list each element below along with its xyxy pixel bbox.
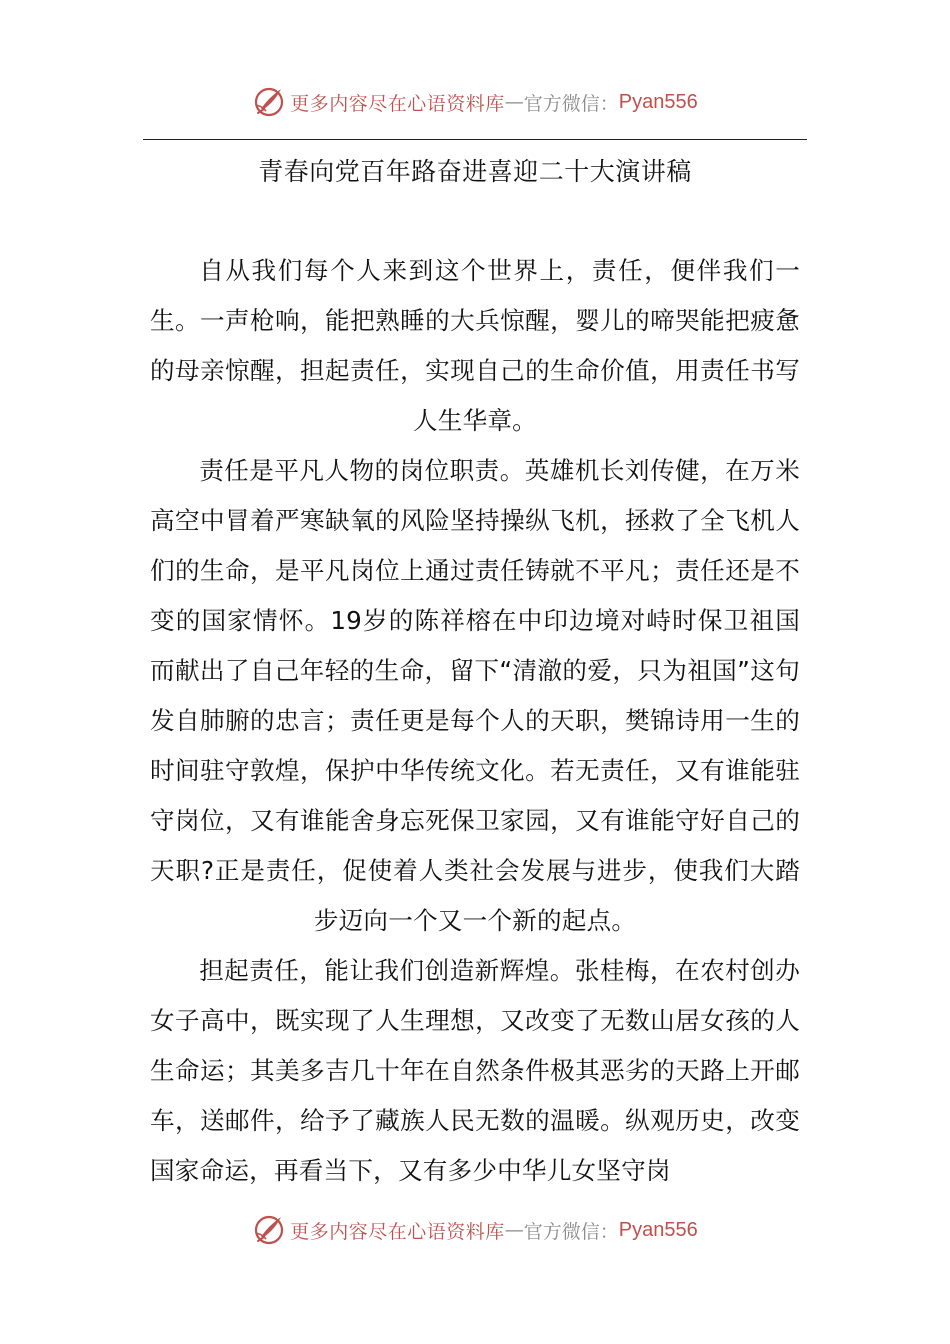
document-title: 青春向党百年路奋进喜迎二十大演讲稿 (258, 157, 692, 186)
banner-wechat-label: 官方微信： (523, 1220, 619, 1243)
banner-dash: — (504, 1219, 524, 1241)
document-body (150, 246, 800, 1196)
banner-site-text: 更多内容尽在心语资料库 (290, 92, 505, 115)
paragraph-3: 担起责任，能让我们创造新辉煌。张桂梅，在农村创办女子高中，既实现了人生理想，又改变了无数山居女孩的人生命运；其美多吉几十年在自然条件极其恶劣的天路上开邮车，送邮件，给予了藏族人民无数的温暖。纵观历史，改变国家命运，再看当下，又有多少中华儿女坚守岗 (150, 956, 800, 1185)
header-divider (143, 139, 807, 140)
footer-watermark-banner (0, 1210, 950, 1250)
banner-wechat-id: Pyan556 (618, 90, 698, 113)
quill-logo-icon (252, 1213, 286, 1247)
paragraph-1: 自从我们每个人来到这个世界上，责任，便伴我们一生。一声枪响，能把熟睡的大兵惊醒，婴儿的啼哭能把疲惫的母亲惊醒，担起责任，实现自己的生命价值，用责任书写人生华章。 (150, 256, 800, 435)
banner-wechat-label: 官方微信： (523, 92, 619, 115)
quill-logo-icon (252, 85, 286, 119)
header-watermark-banner (0, 82, 950, 122)
banner-wechat-id: Pyan556 (618, 1218, 698, 1241)
banner-site-text: 更多内容尽在心语资料库 (290, 1220, 505, 1243)
banner-dash: — (504, 91, 524, 113)
paragraph-2: 责任是平凡人物的岗位职责。英雄机长刘传健，在万米高空中冒着严寒缺氧的风险坚持操纵飞机，拯救了全飞机人们的生命，是平凡岗位上通过责任铸就不平凡；责任还是不变的国家情怀。19岁的陈祥榕在中印边境对峙时保卫祖国而献出了自己年轻的生命，留下“清澈的爱，只为祖国”这句发自肺腑的忠言；责任更是每个人的天职，樊锦诗用一生的时间驻守敦煌，保护中华传统文化。若无责任，又有谁能驻守岗位，又有谁能舍身忘死保卫家园，又有谁能守好自己的天职?正是责任，促使着人类社会发展与进步，使我们大踏步迈向一个又一个新的起点。 (150, 456, 800, 935)
